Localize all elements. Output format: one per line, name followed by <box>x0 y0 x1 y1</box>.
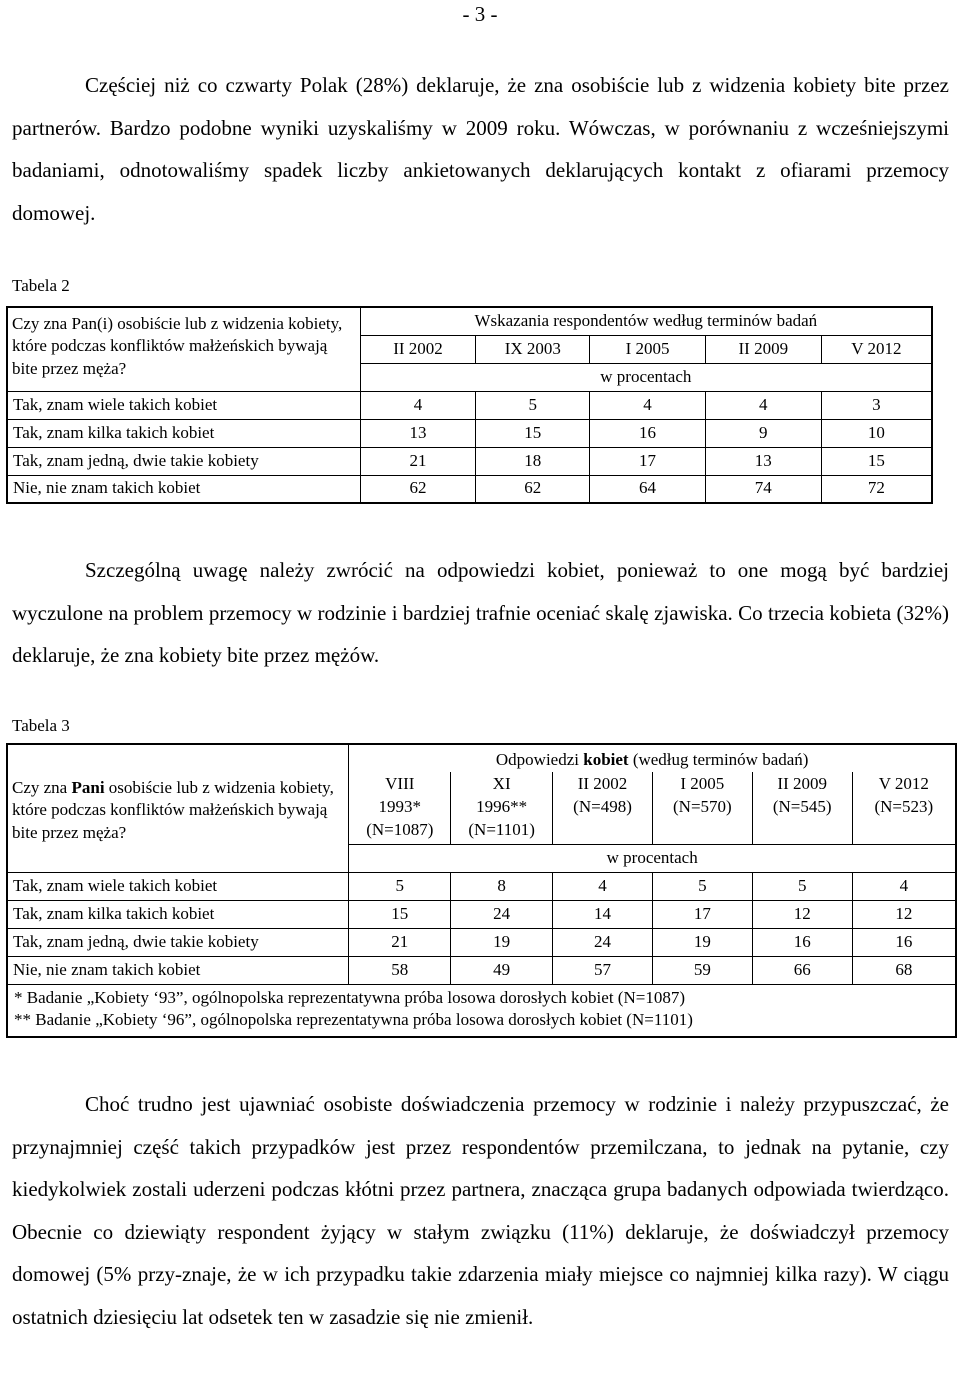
cell-value: 5 <box>652 872 752 900</box>
intro-paragraph: Częściej niż co czwarty Polak (28%) deklaruje, że zna osobiście lub z widzenia kobiety bite przez partnerów. Bardzo podobne wyniki uzyskaliśmy w 2009 roku. Wówczas, w porównaniu z wcześniejszymi badaniami, odnotowaliśmy spadek liczby ankietowanych deklarujących kontakt z ofiarami przemocy domowej. <box>12 73 949 225</box>
table-row <box>7 872 956 900</box>
row-label: Tak, znam kilka takich kobiet <box>7 419 360 447</box>
cell-value: 72 <box>821 475 932 503</box>
table-3-footnotes <box>7 984 956 1037</box>
cell-value: 58 <box>349 956 451 984</box>
row-label: Tak, znam kilka takich kobiet <box>7 900 349 928</box>
cell-value: 4 <box>553 872 653 900</box>
cell-value: 4 <box>705 391 821 419</box>
cell-value: 12 <box>852 900 956 928</box>
table-row <box>7 447 932 475</box>
cell-value: 19 <box>451 928 553 956</box>
cell-value: 18 <box>476 447 590 475</box>
cell-value: 3 <box>821 391 932 419</box>
cell-value: 5 <box>349 872 451 900</box>
cell-value: 16 <box>852 928 956 956</box>
table-3-column-header: I 2005 (N=570) <box>652 772 752 844</box>
cell-value: 49 <box>451 956 553 984</box>
table-2-column-header: II 2002 <box>360 335 476 363</box>
cell-value: 4 <box>852 872 956 900</box>
table-2-caption: Tabela 2 <box>12 276 70 295</box>
row-label: Tak, znam jedną, dwie takie kobiety <box>7 447 360 475</box>
cell-value: 59 <box>652 956 752 984</box>
table-row <box>7 391 932 419</box>
table-3-caption: Tabela 3 <box>12 716 70 735</box>
cell-value: 21 <box>349 928 451 956</box>
cell-value: 4 <box>590 391 706 419</box>
table-2-unit: w procentach <box>360 363 932 391</box>
page-number: - 3 - <box>462 2 498 26</box>
table-3-column-header: V 2012 (N=523) <box>852 772 956 844</box>
cell-value: 16 <box>590 419 706 447</box>
table-3-column-header: II 2002 (N=498) <box>553 772 653 844</box>
cell-value: 13 <box>360 419 476 447</box>
cell-value: 68 <box>852 956 956 984</box>
row-label: Tak, znam jedną, dwie takie kobiety <box>7 928 349 956</box>
cell-value: 16 <box>752 928 852 956</box>
cell-value: 74 <box>705 475 821 503</box>
row-label: Nie, nie znam takich kobiet <box>7 475 360 503</box>
cell-value: 17 <box>590 447 706 475</box>
cell-value: 15 <box>476 419 590 447</box>
table-2-column-header: I 2005 <box>590 335 706 363</box>
cell-value: 15 <box>349 900 451 928</box>
table-3-column-header: VIII 1993* (N=1087) <box>349 772 451 844</box>
row-label: Tak, znam wiele takich kobiet <box>7 391 360 419</box>
cell-value: 17 <box>652 900 752 928</box>
table-row <box>7 475 932 503</box>
table-3-unit: w procentach <box>349 844 956 872</box>
table-row <box>7 928 956 956</box>
table-3-column-header: II 2009 (N=545) <box>752 772 852 844</box>
table-2-column-header: II 2009 <box>705 335 821 363</box>
table-3-group-header: Odpowiedzi kobiet (według terminów badań) <box>349 744 956 772</box>
experience-paragraph: Choć trudno jest ujawniać osobiste doświadczenia przemocy w rodzinie i należy przypuszczać, że przynajmniej część takich przypadków jest przez respondentów przemilczana, to jednak na pytanie, czy kiedykolwiek zostali uderzeni podczas kłótni przez partnera, znacząca grupa badanych odpowiada twierdząco. Obecnie co dziewiąty respondent żyjący w stałym związku (11%) deklaruje, że doświadczył przemocy domowej (5% przy-znaje, że w ich przypadku takie zdarzenia miały miejsce co najmniej kilka razy). W ciągu ostatnich dziesięciu lat odsetek ten w zasadzie się nie zmienił. <box>12 1092 949 1329</box>
cell-value: 4 <box>360 391 476 419</box>
table-3-column-header: XI 1996** (N=1101) <box>451 772 553 844</box>
cell-value: 57 <box>553 956 653 984</box>
cell-value: 12 <box>752 900 852 928</box>
cell-value: 10 <box>821 419 932 447</box>
table-2-group-header: Wskazania respondentów według terminów badań <box>360 307 932 335</box>
table-2-column-header: V 2012 <box>821 335 932 363</box>
cell-value: 15 <box>821 447 932 475</box>
table-3 <box>6 743 957 1038</box>
cell-value: 5 <box>752 872 852 900</box>
cell-value: 24 <box>451 900 553 928</box>
table-row <box>7 419 932 447</box>
women-paragraph: Szczególną uwagę należy zwrócić na odpowiedzi kobiet, ponieważ to one mogą być bardziej wyczulone na problem przemocy w rodzinie i bardziej trafnie oceniać skalę zjawiska. Co trzecia kobieta (32%) deklaruje, że zna kobiety bite przez mężów. <box>12 558 949 667</box>
table-2 <box>6 306 933 504</box>
footnote: ** Badanie „Kobiety ‘96”, ogólnopolska reprezentatywna próba losowa dorosłych kobiet (N=1101) <box>14 1010 693 1030</box>
cell-value: 13 <box>705 447 821 475</box>
cell-value: 5 <box>476 391 590 419</box>
cell-value: 62 <box>476 475 590 503</box>
cell-value: 66 <box>752 956 852 984</box>
row-label: Tak, znam wiele takich kobiet <box>7 872 349 900</box>
footnote: * Badanie „Kobiety ‘93”, ogólnopolska reprezentatywna próba losowa dorosłych kobiet (N=1087) <box>14 987 685 1007</box>
row-label: Nie, nie znam takich kobiet <box>7 956 349 984</box>
cell-value: 62 <box>360 475 476 503</box>
cell-value: 64 <box>590 475 706 503</box>
table-row <box>7 956 956 984</box>
table-3-question: Czy zna Pani osobiście lub z widzenia kobiety, które podczas konfliktów małżeńskich bywają bite przez męża? <box>7 744 349 872</box>
cell-value: 9 <box>705 419 821 447</box>
cell-value: 8 <box>451 872 553 900</box>
cell-value: 14 <box>553 900 653 928</box>
cell-value: 21 <box>360 447 476 475</box>
cell-value: 24 <box>553 928 653 956</box>
table-2-question: Czy zna Pan(i) osobiście lub z widzenia kobiety, które podczas konfliktów małżeńskich bywają bite przez męża? <box>7 307 360 391</box>
table-2-column-header: IX 2003 <box>476 335 590 363</box>
cell-value: 19 <box>652 928 752 956</box>
table-row <box>7 900 956 928</box>
